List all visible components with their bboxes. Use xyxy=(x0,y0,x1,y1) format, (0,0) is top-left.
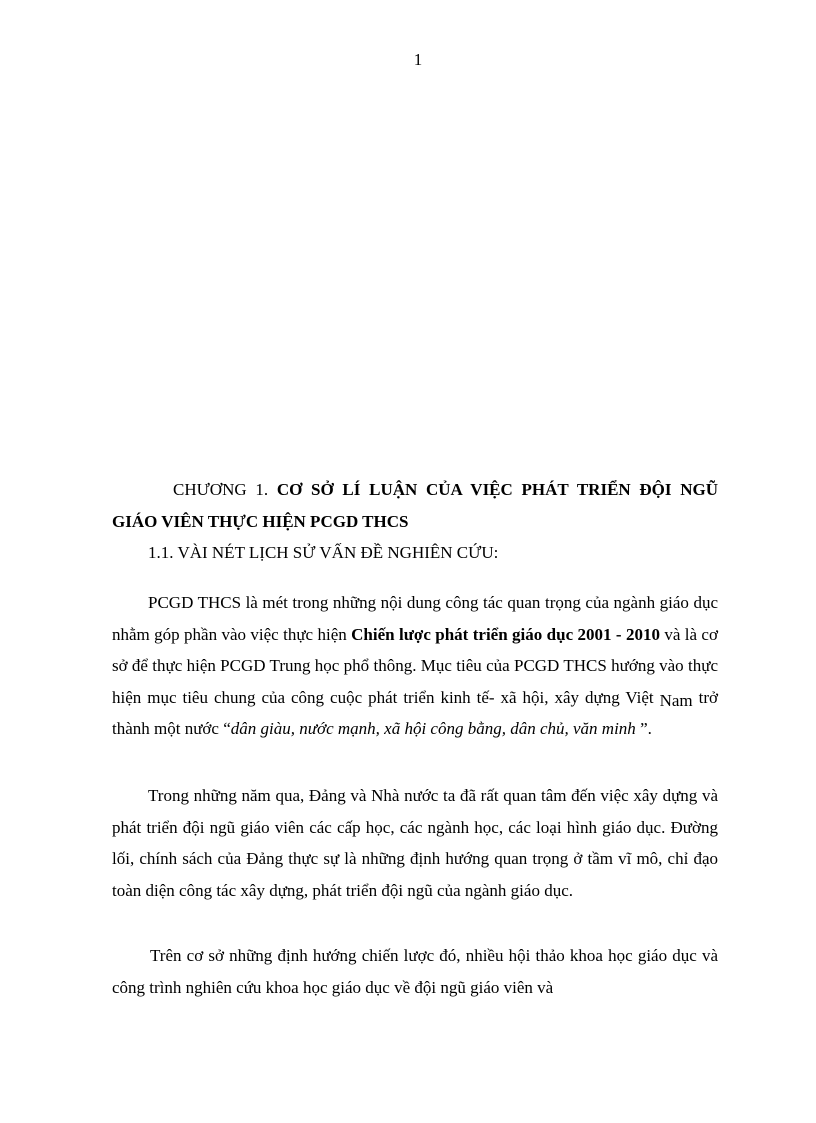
paragraph-3: Trên cơ sở những định hướng chiến lược đó, nhiều hội thảo khoa học giáo dục và công trình nghiên cứu khoa học giáo dục về đội ngũ giáo viên và xyxy=(112,946,718,997)
paragraph-1-text-3: trở thành một nước “ xyxy=(112,687,718,738)
chapter-prefix: CHƯƠNG 1. xyxy=(173,480,277,499)
chapter-title-text: CƠ SỞ LÍ LUẬN CỦA VIỆC PHÁT TRIỂN ĐỘI NGŨ GIÁO VIÊN THỰC HIỆN PCGD THCS xyxy=(112,480,719,531)
paragraph-1-text-1: PCGD THCS là mét trong những nội dung công tác quan trọng của ngành giáo dục nhằm góp phần vào việc thực hiện xyxy=(112,593,718,644)
paragraph-1 xyxy=(112,587,718,745)
national-motto: dân giàu, nước mạnh, xã hội công bằng, dân chủ, văn minh xyxy=(230,719,636,738)
strategy-title: Chiến lược phát triển giáo dục 2001 - 2010 xyxy=(351,624,660,644)
paragraph-1-text-2: và là cơ sở để thực hiện PCGD Trung học phổ thông. Mục tiêu của PCGD THCS hướng vào thực hiện mục tiêu chung của công cuộc phát triển kinh tế- xã hội, xây dựng Việt xyxy=(112,624,718,707)
country-name-fragment: Nam xyxy=(659,690,693,710)
chapter-title xyxy=(112,474,718,538)
paragraph-2: Trong những năm qua, Đảng và Nhà nước ta đã rất quan tâm đến việc xây dựng và phát triển đội ngũ giáo viên các cấp học, các ngành học, các loại hình giáo dục. Đường lối, chính sách của Đảng thực sự là những định hướng quan trọng ở tầm vĩ mô, chỉ đạo toàn diện công tác xây dựng, phát triển đội ngũ của ngành giáo dục. xyxy=(112,786,718,900)
page-number: 1 xyxy=(413,50,423,69)
paragraph-1-text-4: ”. xyxy=(635,719,652,738)
section-heading: 1.1. VÀI NÉT LỊCH SỬ VẤN ĐỀ NGHIÊN CỨU: xyxy=(148,543,499,562)
